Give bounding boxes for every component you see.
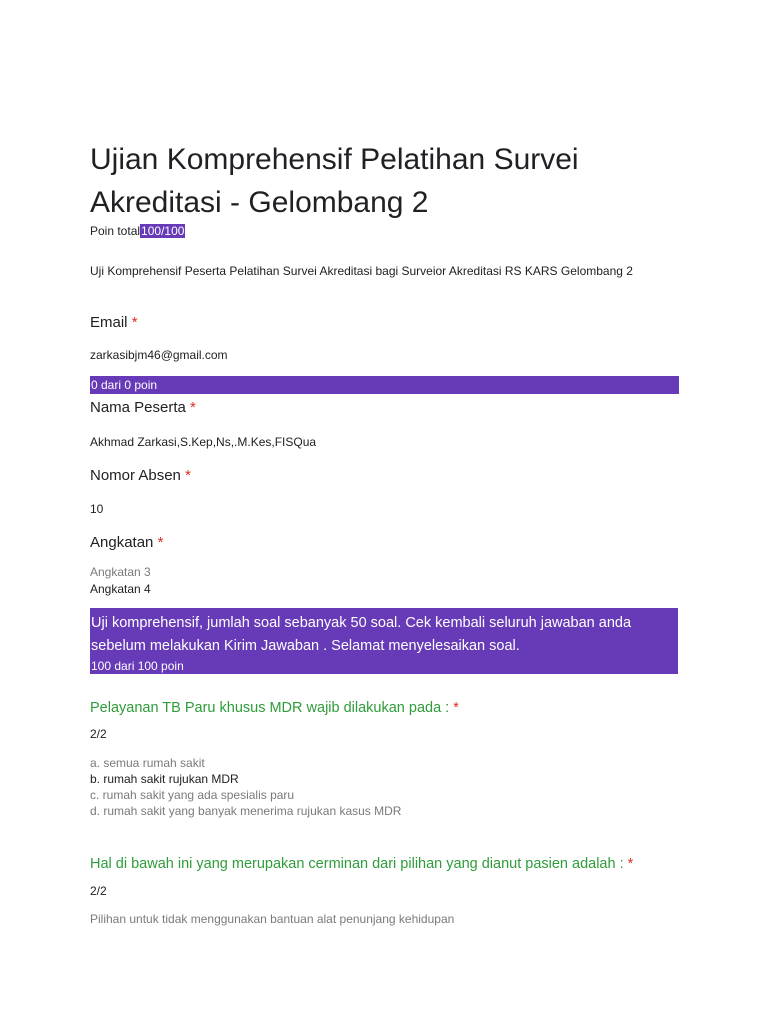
question-1-option-b-selected: b. rumah sakit rujukan MDR: [90, 772, 239, 786]
email-label: Email *: [90, 314, 138, 331]
angkatan-label: Angkatan *: [90, 534, 164, 551]
question-1-option-d: d. rumah sakit yang banyak menerima rujukan kasus MDR: [90, 804, 402, 818]
question-2-score: 2/2: [90, 884, 107, 898]
form-title: Ujian Komprehensif Pelatihan Survei Akreditasi - Gelombang 2: [90, 143, 579, 219]
required-mark: *: [190, 399, 196, 416]
section-header: [90, 608, 678, 674]
email-answer: zarkasibjm46@gmail.com: [90, 348, 228, 362]
question-1-option-a: a. semua rumah sakit: [90, 756, 205, 770]
question-2-option: Pilihan untuk tidak menggunakan bantuan alat penunjang kehidupan: [90, 912, 455, 926]
nama-peserta-label: Nama Peserta *: [90, 399, 196, 416]
email-points-bar: 0 dari 0 poin: [90, 376, 679, 394]
question-1-title: Pelayanan TB Paru khusus MDR wajib dilakukan pada : *: [90, 700, 459, 716]
required-mark: *: [157, 534, 164, 551]
form-description: Uji Komprehensif Peserta Pelatihan Survei Akreditasi bagi Surveior Akreditasi RS KARS Gelombang 2: [90, 264, 633, 278]
section-description: Uji komprehensif, jumlah soal sebanyak 50 soal. Cek kembali seluruh jawaban anda sebelum melakukan Kirim Jawaban . Selamat menyelesaikan soal.: [91, 615, 632, 654]
question-1-score: 2/2: [90, 727, 107, 741]
question-2-title: Hal di bawah ini yang merupakan cerminan dari pilihan yang dianut pasien adalah : *: [90, 856, 634, 872]
question-1-option-c: c. rumah sakit yang ada spesialis paru: [90, 788, 295, 802]
nomor-absen-answer: 10: [90, 502, 104, 516]
nama-peserta-answer: Akhmad Zarkasi,S.Kep,Ns,.M.Kes,FISQua: [90, 435, 317, 449]
required-mark: *: [185, 467, 191, 484]
angkatan-option: Angkatan 3: [90, 565, 151, 579]
section-points: 100 dari 100 poin: [91, 659, 184, 673]
nomor-absen-label: Nomor Absen *: [90, 467, 191, 484]
required-mark: *: [453, 700, 459, 716]
required-mark: *: [627, 856, 634, 872]
total-score: [90, 223, 185, 239]
total-score-label: Poin total: [90, 224, 141, 238]
total-score-value: 100/100: [141, 224, 185, 238]
required-mark: *: [131, 314, 138, 331]
angkatan-option-selected: Angkatan 4: [90, 582, 151, 596]
